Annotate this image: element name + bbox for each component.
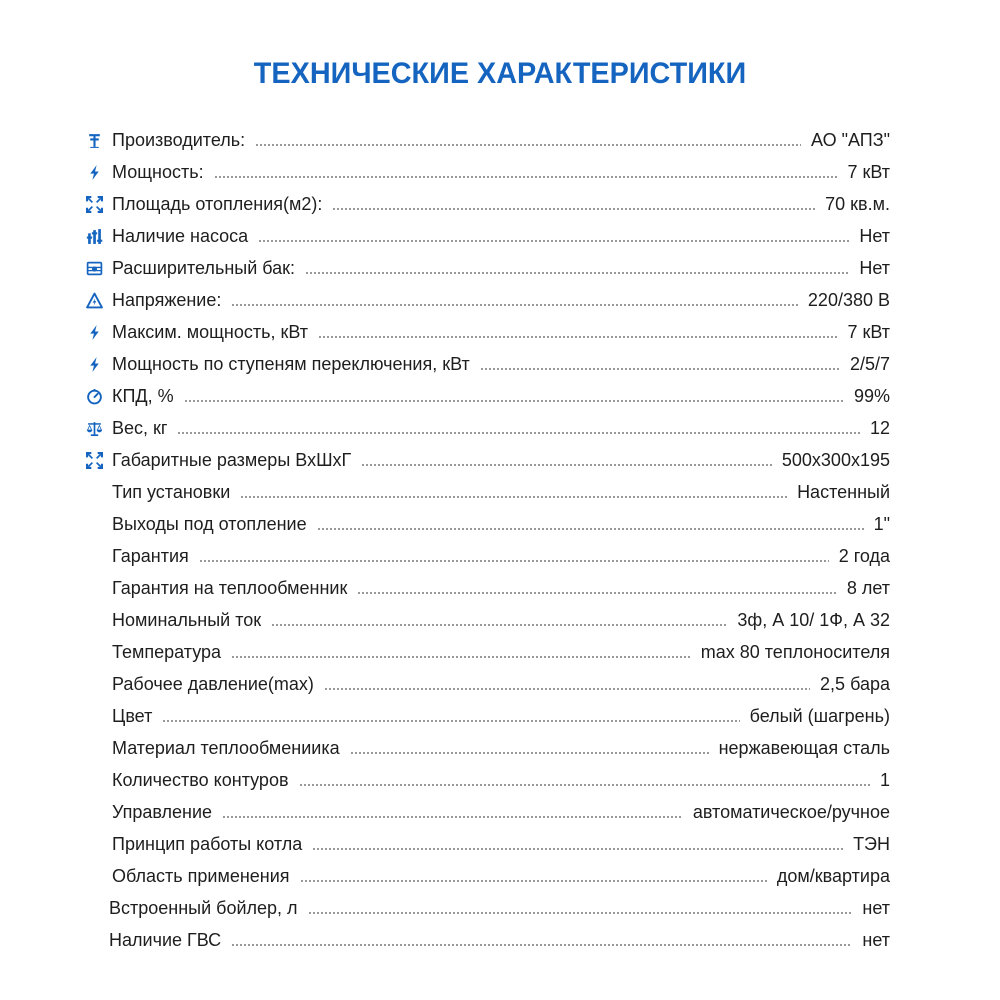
spec-row <box>80 764 890 796</box>
spec-row <box>80 476 890 508</box>
spec-row <box>80 220 890 252</box>
dot-leader <box>361 464 772 466</box>
spec-value: автоматическое/ручное <box>692 801 890 822</box>
spec-label: Производитель: <box>112 129 246 150</box>
spec-row <box>80 348 890 380</box>
lightning-icon <box>80 356 112 373</box>
dot-leader <box>214 176 838 178</box>
dot-leader <box>299 784 870 786</box>
spec-label: Вес, кг <box>112 417 168 438</box>
spec-value: max 80 теплоносителя <box>700 641 890 662</box>
dot-leader <box>312 848 843 850</box>
dot-leader <box>162 720 739 722</box>
spec-value: дом/квартира <box>776 865 890 886</box>
dot-leader <box>199 560 829 562</box>
spec-row <box>80 380 890 412</box>
page-title: ТЕХНИЧЕСКИЕ ХАРАКТЕРИСТИКИ <box>253 57 747 90</box>
spec-label: Напряжение: <box>112 289 222 310</box>
spec-value: 220/380 В <box>807 289 890 310</box>
spec-row <box>80 508 890 540</box>
spec-value: АО "АПЗ" <box>810 129 890 150</box>
efficiency-gauge-icon <box>80 388 112 405</box>
spec-value: 7 кВт <box>847 161 890 182</box>
spec-row <box>80 444 890 476</box>
spec-value: 99% <box>853 385 890 406</box>
spec-row <box>80 700 890 732</box>
voltage-warning-icon <box>80 292 112 309</box>
spec-row <box>80 828 890 860</box>
spec-row <box>80 156 890 188</box>
spec-value: 70 кв.м. <box>825 193 890 214</box>
spec-value: нет <box>862 929 890 950</box>
spec-value: нержавеющая сталь <box>718 737 890 758</box>
spec-row <box>80 188 890 220</box>
dot-leader <box>240 496 787 498</box>
spec-label: Область применения <box>112 865 290 886</box>
dot-leader <box>255 144 801 146</box>
spec-value: 1" <box>873 513 890 534</box>
dimensions-expand-icon <box>80 452 112 469</box>
spec-row <box>80 284 890 316</box>
pump-icon <box>80 228 112 245</box>
dot-leader <box>222 816 683 818</box>
dot-leader <box>258 240 849 242</box>
spec-list <box>80 124 890 956</box>
spec-label: Материал теплообмениика <box>112 737 340 758</box>
spec-value: 1 <box>879 769 890 790</box>
spec-value: 2 года <box>838 545 890 566</box>
spec-value: нет <box>862 897 890 918</box>
spec-label: Габаритные размеры ВхШхГ <box>112 449 352 470</box>
spec-label: Рабочее давление(max) <box>112 673 314 694</box>
spec-row <box>80 124 890 156</box>
expansion-tank-icon <box>80 260 112 277</box>
dot-leader <box>177 432 860 434</box>
spec-label: Номинальный ток <box>112 609 262 630</box>
spec-value: Настенный <box>797 481 890 502</box>
spec-row <box>80 604 890 636</box>
spec-value: ТЭН <box>853 833 890 854</box>
dot-leader <box>231 656 691 658</box>
spec-row <box>80 540 890 572</box>
spec-row <box>80 668 890 700</box>
dot-leader <box>332 208 815 210</box>
spec-label: Тип установки <box>112 481 231 502</box>
spec-row <box>80 412 890 444</box>
lightning-icon <box>80 324 112 341</box>
spec-value: 2/5/7 <box>849 353 890 374</box>
spec-row <box>80 252 890 284</box>
spec-label: Температура <box>112 641 222 662</box>
spec-value: Нет <box>859 225 890 246</box>
manufacturer-icon <box>80 132 112 149</box>
dot-leader <box>317 528 864 530</box>
dot-leader <box>305 272 849 274</box>
spec-value: Нет <box>859 257 890 278</box>
dot-leader <box>184 400 844 402</box>
spec-row <box>80 924 890 956</box>
spec-label: Мощность: <box>112 161 204 182</box>
dot-leader <box>271 624 727 626</box>
spec-row <box>80 636 890 668</box>
spec-row <box>80 732 890 764</box>
dot-leader <box>350 752 709 754</box>
spec-label: Максим. мощность, кВт <box>112 321 309 342</box>
spec-label: Расширительный бак: <box>112 257 296 278</box>
spec-label: Мощность по ступеням переключения, кВт <box>112 353 470 374</box>
spec-label: Количество контуров <box>112 769 289 790</box>
spec-row <box>80 572 890 604</box>
spec-label: Принцип работы котла <box>112 833 303 854</box>
dot-leader <box>324 688 810 690</box>
spec-label: Встроенный бойлер, л <box>109 897 298 918</box>
spec-label: Наличие ГВС <box>109 929 222 950</box>
dot-leader <box>231 944 852 946</box>
spec-value: 3ф, А 10/ 1Ф, А 32 <box>737 609 890 630</box>
spec-value: 2,5 бара <box>820 673 890 694</box>
dot-leader <box>231 304 798 306</box>
dot-leader <box>318 336 837 338</box>
spec-label: Наличие насоса <box>112 225 249 246</box>
spec-label: КПД, % <box>112 385 174 406</box>
lightning-icon <box>80 164 112 181</box>
spec-value: 12 <box>869 417 890 438</box>
dot-leader <box>308 912 853 914</box>
spec-label: Цвет <box>112 705 153 726</box>
scales-icon <box>80 420 112 437</box>
spec-value: 8 лет <box>846 577 890 598</box>
dot-leader <box>300 880 767 882</box>
spec-label: Выходы под отопление <box>112 513 307 534</box>
spec-value: 7 кВт <box>847 321 890 342</box>
spec-row <box>80 860 890 892</box>
spec-row <box>80 316 890 348</box>
spec-value: белый (шагрень) <box>749 705 890 726</box>
spec-label: Управление <box>112 801 213 822</box>
spec-label: Гарантия на теплообменник <box>112 577 348 598</box>
dot-leader <box>357 592 836 594</box>
spec-row <box>80 892 890 924</box>
spec-row <box>80 796 890 828</box>
spec-label: Площадь отопления(м2): <box>112 193 323 214</box>
area-expand-icon <box>80 196 112 213</box>
dot-leader <box>480 368 840 370</box>
spec-value: 500х300х195 <box>781 449 890 470</box>
spec-label: Гарантия <box>112 545 189 566</box>
